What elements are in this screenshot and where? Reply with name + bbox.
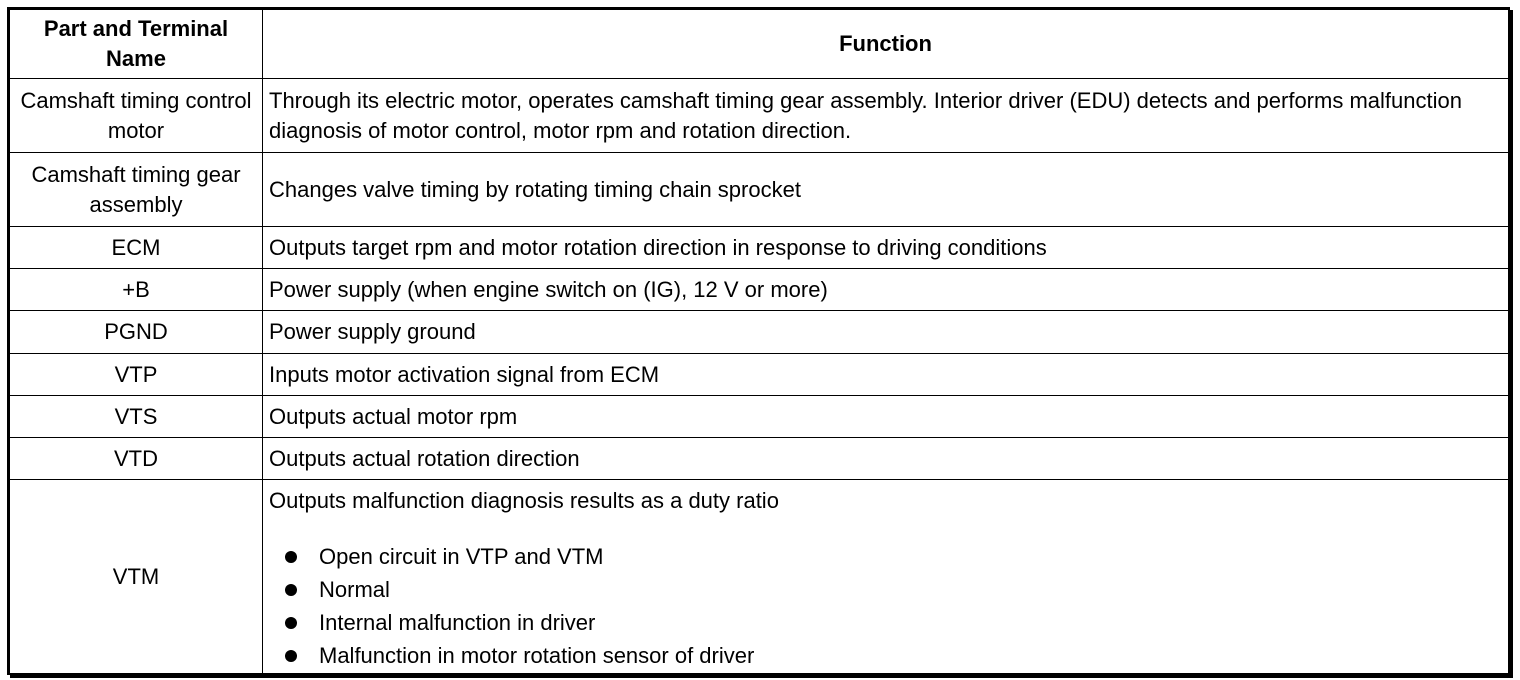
function-cell: Inputs motor activation signal from ECM [263, 354, 1509, 396]
part-name-cell: ECM [10, 227, 263, 269]
vtm-lead-text: Outputs malfunction diagnosis results as a duty ratio [269, 487, 779, 513]
function-cell-vtm [263, 480, 1509, 674]
table-row-vtm [10, 480, 1509, 674]
function-cell: Power supply (when engine switch on (IG), 12 V or more) [263, 269, 1509, 311]
bullet-dot-icon [285, 551, 297, 563]
table-row [10, 269, 1509, 311]
header-part-name: Part and Terminal Name [10, 10, 263, 79]
list-item [269, 639, 1502, 672]
bullet-text: Internal malfunction in driver [319, 609, 596, 635]
table-row [10, 354, 1509, 396]
part-name-cell: +B [10, 269, 263, 311]
header-row [10, 10, 1509, 79]
header-function: Function [263, 10, 1509, 79]
part-name-cell: VTS [10, 396, 263, 438]
table-row [10, 396, 1509, 438]
function-cell: Outputs actual motor rpm [263, 396, 1509, 438]
table-frame [7, 7, 1510, 675]
bullet-text: Open circuit in VTP and VTM [319, 543, 604, 569]
table-row [10, 311, 1509, 354]
table-row [10, 438, 1509, 480]
part-name-cell: VTD [10, 438, 263, 480]
bullet-dot-icon [285, 650, 297, 662]
function-table [9, 9, 1509, 674]
part-name-cell: Camshaft timing control motor [10, 79, 263, 153]
bullet-text: Normal [319, 576, 390, 602]
function-cell: Outputs actual rotation direction [263, 438, 1509, 480]
list-item [269, 540, 1502, 573]
function-cell: Outputs target rpm and motor rotation direction in response to driving conditions [263, 227, 1509, 269]
bullet-dot-icon [285, 584, 297, 596]
function-cell: Through its electric motor, operates camshaft timing gear assembly. Interior driver (EDU) detects and performs malfunction diagnosis of motor control, motor rpm and rotation direction. [263, 79, 1509, 153]
table-row [10, 79, 1509, 153]
table-row [10, 153, 1509, 227]
list-item [269, 573, 1502, 606]
part-name-cell: VTM [10, 480, 263, 674]
part-name-cell: PGND [10, 311, 263, 354]
table-row [10, 227, 1509, 269]
bullet-dot-icon [285, 617, 297, 629]
bullet-text: Malfunction in motor rotation sensor of driver [319, 642, 755, 668]
list-item [269, 606, 1502, 639]
vtm-bullet-list [269, 540, 1502, 672]
part-name-cell: Camshaft timing gear assembly [10, 153, 263, 227]
function-cell: Power supply ground [263, 311, 1509, 354]
function-cell: Changes valve timing by rotating timing chain sprocket [263, 153, 1509, 227]
part-name-cell: VTP [10, 354, 263, 396]
